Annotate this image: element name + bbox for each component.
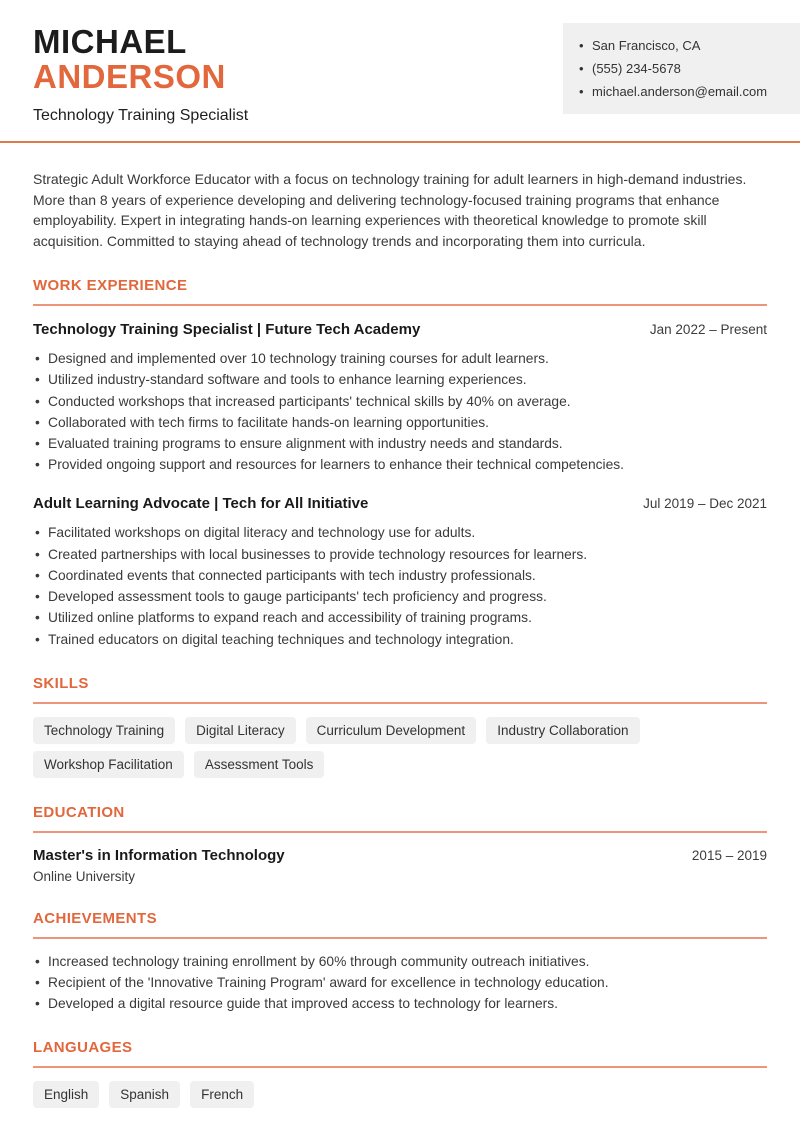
education-heading: EDUCATION bbox=[33, 804, 767, 833]
contact-box bbox=[563, 23, 800, 114]
resume-content bbox=[0, 169, 800, 1108]
section-work-experience bbox=[33, 277, 767, 649]
professional-title: Technology Training Specialist bbox=[33, 107, 249, 124]
skill-chip: Industry Collaboration bbox=[486, 717, 639, 744]
contact-list bbox=[579, 34, 790, 103]
education-dates: 2015 – 2019 bbox=[691, 847, 767, 863]
job-bullet: • Created partnerships with local businesses to provide technology resources for learners. bbox=[33, 546, 767, 564]
language-chip: French bbox=[190, 1081, 254, 1108]
skill-chip: Assessment Tools bbox=[194, 751, 325, 778]
job-header bbox=[33, 321, 767, 338]
job-bullet: • Facilitated workshops on digital literacy and technology use for adults. bbox=[33, 524, 767, 542]
section-skills bbox=[33, 675, 767, 778]
name-first: MICHAEL bbox=[33, 23, 187, 60]
job-bullet: • Utilized industry-standard software and tools to enhance learning experiences. bbox=[33, 371, 767, 389]
job-title-company: Adult Learning Advocate | Tech for All Initiative bbox=[33, 495, 369, 513]
language-chip: Spanish bbox=[109, 1081, 180, 1108]
job-bullet: • Collaborated with tech firms to facilitate hands-on learning opportunities. bbox=[33, 414, 767, 432]
summary-text: Strategic Adult Workforce Educator with a focus on technology training for adult learners in high-demand industries. More than 8 years of experience developing and delivering technology-focused training programs that enhance employability. Expert in integrating hands-on learning experiences with theoretical knowledge to promote skill acquisition. Committed to staying ahead of technology trends and incorporating them into curricula. bbox=[33, 171, 747, 249]
education-entry-header bbox=[33, 847, 767, 864]
job-title-company: Technology Training Specialist | Future Tech Academy bbox=[33, 321, 421, 338]
section-achievements bbox=[33, 910, 767, 1013]
job-bullet: • Coordinated events that connected participants with tech industry professionals. bbox=[33, 567, 767, 585]
job-dates: Jan 2022 – Present bbox=[649, 322, 767, 337]
header-divider bbox=[0, 141, 800, 143]
job-entry bbox=[33, 321, 767, 474]
job-bullet: • Trained educators on digital teaching techniques and technology integration. bbox=[33, 631, 767, 649]
job-bullet: • Provided ongoing support and resources for learners to enhance their technical competencies. bbox=[33, 456, 767, 474]
achievements-bullet-list bbox=[33, 953, 767, 1013]
contact-phone: • (555) 234-5678 bbox=[579, 57, 790, 80]
name-last: ANDERSON bbox=[33, 58, 226, 95]
job-entry bbox=[33, 495, 767, 648]
job-header bbox=[33, 495, 767, 512]
job-bullet: • Evaluated training programs to ensure alignment with industry needs and standards. bbox=[33, 435, 767, 453]
skill-chip: Workshop Facilitation bbox=[33, 751, 184, 778]
skill-chip: Curriculum Development bbox=[306, 717, 477, 744]
job-bullet-list bbox=[33, 524, 767, 648]
section-education bbox=[33, 804, 767, 884]
job-bullet: • Utilized online platforms to expand reach and accessibility of training programs. bbox=[33, 609, 767, 627]
achievement-bullet: • Recipient of the 'Innovative Training Program' award for excellence in technology education. bbox=[33, 974, 767, 992]
skills-heading: SKILLS bbox=[33, 675, 767, 704]
language-chip: English bbox=[33, 1081, 99, 1108]
skill-chip: Technology Training bbox=[33, 717, 175, 744]
languages-chip-list bbox=[33, 1081, 767, 1108]
contact-email: • michael.anderson@email.com bbox=[579, 80, 790, 103]
work-experience-heading: WORK EXPERIENCE bbox=[33, 277, 767, 306]
job-dates: Jul 2019 – Dec 2021 bbox=[643, 496, 767, 512]
job-bullet-list bbox=[33, 350, 767, 474]
achievement-bullet: • Increased technology training enrollment by 60% through community outreach initiatives. bbox=[33, 953, 767, 971]
job-bullet: • Developed assessment tools to gauge participants' tech proficiency and progress. bbox=[33, 588, 767, 606]
degree-title: Master's in Information Technology bbox=[33, 846, 285, 864]
languages-heading: LANGUAGES bbox=[33, 1039, 767, 1068]
achievements-heading: ACHIEVEMENTS bbox=[33, 910, 767, 939]
resume-header bbox=[0, 0, 800, 125]
contact-location: • San Francisco, CA bbox=[579, 34, 790, 57]
job-bullet: • Designed and implemented over 10 technology training courses for adult learners. bbox=[33, 350, 767, 368]
skill-chip: Digital Literacy bbox=[185, 717, 296, 744]
section-languages bbox=[33, 1039, 767, 1108]
school-name: Online University bbox=[33, 868, 136, 884]
job-bullet: • Conducted workshops that increased participants' technical skills by 40% on average. bbox=[33, 393, 767, 411]
skills-chip-list bbox=[33, 717, 767, 778]
achievement-bullet: • Developed a digital resource guide that improved access to technology for learners. bbox=[33, 995, 767, 1013]
